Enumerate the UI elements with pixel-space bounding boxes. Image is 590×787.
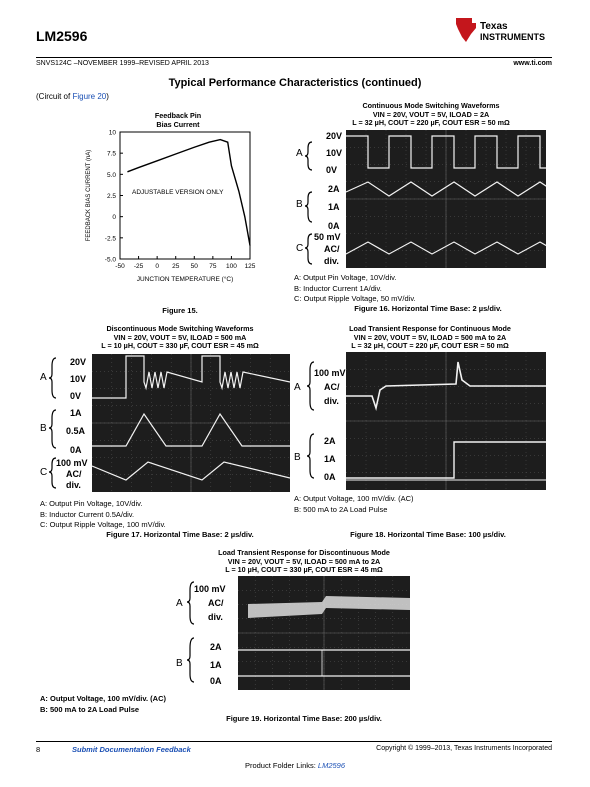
fig17-label-05a: 0.5A: [66, 426, 86, 436]
fig19-label-ac: AC/: [208, 598, 224, 608]
fig18-label-0a: 0A: [324, 472, 336, 482]
feedback-link[interactable]: Submit Documentation Feedback: [72, 745, 191, 754]
fig15-ytick-label: 10: [108, 129, 116, 137]
fig17-title-line1: Discontinuous Mode Switching Waveforms: [106, 324, 254, 333]
fig15-xtick-label: 75: [209, 263, 217, 270]
fig19-waveforms: [238, 576, 410, 690]
fig18-label-div: div.: [324, 396, 339, 406]
fig19-group-a: A: [176, 598, 183, 609]
fig19-notes: [40, 694, 290, 715]
fig18-labels: [290, 352, 346, 492]
product-folder-links: [0, 761, 590, 770]
fig19-label-1a: 1A: [210, 660, 222, 670]
fig16-group-a: A: [296, 148, 303, 159]
fig15-xtick-label: 25: [172, 263, 180, 270]
fig18-label-ac: AC/: [324, 382, 340, 392]
fig16-title-line3: L = 32 µH, COUT = 220 µF, COUT ESR = 50 mΩ: [352, 118, 510, 127]
fig16-caption: Figure 16. Horizontal Time Base: 2 µs/div.: [354, 304, 502, 313]
fig15-title-line1: Feedback Pin: [154, 111, 202, 120]
fig18-notes: [294, 494, 544, 515]
fig17-label-ac: AC/: [66, 469, 82, 479]
fig18-title-line1: Load Transient Response for Continuous Mode: [349, 324, 511, 333]
fig16-waveforms: [346, 130, 546, 268]
fig17-labels: [36, 354, 92, 494]
logo-text-2: Instruments: [480, 32, 545, 42]
fig15-ytick-label: 2.5: [106, 193, 116, 200]
fig17-label-0v: 0V: [70, 391, 82, 401]
fig18-title: [310, 325, 550, 351]
copyright: Copyright © 1999–2013, Texas Instruments Incorporated: [376, 745, 552, 752]
scope-grid: [238, 576, 410, 690]
fig19-scope: [238, 576, 410, 690]
website-link[interactable]: www.ti.com: [513, 60, 552, 67]
fig18-group-a: A: [294, 382, 301, 393]
fig17-scope: [92, 354, 290, 492]
fig17-label-10v: 10V: [70, 374, 87, 384]
fig15-ytick-label: 7.5: [106, 150, 116, 158]
fig15-ytick-label: 5.0: [106, 171, 116, 179]
fig17-title: [60, 325, 300, 351]
fig19-label-100mv: 100 mV: [194, 584, 226, 594]
fig17-label-1a: 1A: [70, 408, 82, 418]
fig16-title-line1: Continuous Mode Switching Waveforms: [362, 101, 500, 110]
fig17-label-20v: 20V: [70, 357, 87, 367]
circuit-note-suffix: ): [106, 92, 109, 101]
fig15-chart: [80, 124, 260, 290]
circuit-note-prefix: (Circuit of: [36, 92, 73, 101]
fig18-label-100mv: 100 mV: [314, 368, 346, 378]
fig16-group-b: B: [296, 199, 303, 210]
pfl-prefix: Product Folder Links:: [244, 761, 318, 770]
fig18-title-line2: VIN = 20V, VOUT = 5V, ILOAD = 500 mA to 2A: [353, 332, 507, 342]
fig17-waveforms: [92, 354, 290, 492]
fig17-caption: Figure 17. Horizontal Time Base: 2 µs/div.: [106, 530, 254, 539]
part-number: LM2596: [36, 28, 88, 44]
fig19-note-b: B: 500 mA to 2A Load Pulse: [40, 704, 140, 714]
fig16-label-ac: AC/: [324, 244, 340, 254]
header-rule: [36, 57, 552, 58]
fig15-xtick-label: 100: [225, 263, 237, 270]
fig16-note-c: C: Output Ripple Voltage, 50 mV/div.: [294, 294, 416, 303]
lm2596-link[interactable]: LM2596: [317, 761, 346, 770]
fig18-group-b: B: [294, 452, 301, 463]
circuit-note: [36, 92, 109, 101]
fig19-note-a: A: Output Voltage, 100 mV/div. (AC): [40, 694, 166, 703]
fig16-note-b: B: Inductor Current 1A/div.: [294, 283, 382, 293]
fig19-trace-a-band: [248, 596, 410, 618]
fig16-title-line2: VIN = 20V, VOUT = 5V, ILOAD = 2A: [372, 109, 490, 119]
fig19-label-0a: 0A: [210, 676, 222, 686]
ti-logo-icon: [452, 14, 552, 46]
fig17-group-c: C: [40, 467, 48, 478]
fig15-xtick-label: -50: [115, 263, 125, 270]
fig15-xtick-label: -25: [133, 263, 144, 270]
fig18-title-line3: L = 32 µH, COUT = 220 µF, COUT ESR = 50 mΩ: [351, 341, 509, 350]
fig17-group-b: B: [40, 423, 47, 434]
fig19-label-div: div.: [208, 612, 223, 622]
fig15-ytick-label: 0: [112, 214, 116, 222]
logo-text-1: Texas: [480, 21, 508, 32]
fig19-caption: Figure 19. Horizontal Time Base: 200 µs/div.: [226, 714, 382, 723]
fig15-ytick-label: -5.0: [104, 256, 116, 264]
fig19-title-line2: VIN = 20V, VOUT = 5V, ILOAD = 500 mA to 2A: [227, 556, 381, 566]
fig15-xtick-label: 0: [155, 263, 159, 270]
fig15-xlabel: JUNCTION TEMPERATURE (°C): [136, 276, 234, 283]
page-number: 8: [36, 745, 41, 754]
fig15-title-line2: Bias Current: [156, 119, 200, 129]
fig16-labels: [290, 130, 346, 268]
fig16-label-50mv: 50 mV: [314, 232, 341, 242]
fig16-label-0a: 0A: [328, 221, 340, 231]
fig18-waveforms: [346, 352, 546, 490]
fig19-label-2a: 2A: [210, 642, 222, 652]
fig16-label-div: div.: [324, 256, 339, 266]
fig17-label-0a: 0A: [70, 445, 82, 455]
fig19-title: [184, 549, 424, 575]
fig17-title-line3: L = 10 µH, COUT = 330 µF, COUT ESR = 45 mΩ: [101, 341, 259, 350]
doc-revision-line: SNVS124C –NOVEMBER 1999–REVISED APRIL 2013: [36, 60, 209, 67]
ti-logo: [452, 14, 552, 46]
fig16-notes: [294, 273, 544, 305]
fig16-scope: [346, 130, 546, 268]
fig15-caption: Figure 15.: [162, 306, 198, 315]
fig15-ytick-label: -2.5: [104, 235, 116, 243]
scope-grid: [346, 352, 546, 490]
fig16-label-10v: 10V: [326, 148, 343, 158]
fig17-title-line2: VIN = 20V, VOUT = 5V, ILOAD = 500 mA: [113, 332, 247, 342]
fig18-caption: Figure 18. Horizontal Time Base: 100 µs/div.: [350, 530, 506, 539]
fig16-title: [316, 102, 546, 128]
fig17-note-b: B: Inductor Current 0.5A/div.: [40, 509, 135, 519]
footer-rule: [36, 741, 552, 742]
fig18-note-b: B: 500 mA to 2A Load Pulse: [294, 504, 388, 514]
fig17-note-a: A: Output Pin Voltage, 10V/div.: [40, 499, 143, 508]
fig18-scope: [346, 352, 546, 490]
fig18-note-a: A: Output Voltage, 100 mV/div. (AC): [294, 494, 414, 503]
fig19-title-line3: L = 10 µH, COUT = 330 µF, COUT ESR = 45 mΩ: [225, 565, 383, 574]
fig17-label-100mv: 100 mV: [56, 458, 88, 468]
fig17-notes: [40, 499, 290, 531]
fig18-label-1a: 1A: [324, 454, 336, 464]
section-title: Typical Performance Characteristics (continued): [168, 77, 422, 89]
fig16-group-c: C: [296, 243, 304, 254]
fig16-label-1a: 1A: [328, 202, 340, 212]
fig19-labels: [172, 576, 238, 690]
fig16-label-0v: 0V: [326, 165, 338, 175]
fig17-group-a: A: [40, 372, 47, 383]
fig16-note-a: A: Output Pin Voltage, 10V/div.: [294, 273, 397, 282]
fig18-label-2a: 2A: [324, 436, 336, 446]
figure-20-link[interactable]: Figure 20: [72, 92, 107, 101]
fig15-ylabel: FEEDBACK BIAS CURRENT (nA): [86, 149, 92, 242]
fig19-title-line1: Load Transient Response for Discontinuous Mode: [218, 548, 390, 557]
fig16-label-2a: 2A: [328, 184, 340, 194]
fig19-group-b: B: [176, 658, 183, 669]
fig17-note-c: C: Output Ripple Voltage, 100 mV/div.: [40, 520, 166, 529]
fig17-label-div: div.: [66, 480, 81, 490]
fig15-xtick-label: 50: [190, 263, 198, 270]
fig15-xtick-label: 125: [244, 263, 256, 270]
fig15-annotation: ADJUSTABLE VERSION ONLY: [132, 188, 224, 196]
fig16-label-20v: 20V: [326, 131, 343, 141]
scope-grid: [346, 130, 546, 268]
